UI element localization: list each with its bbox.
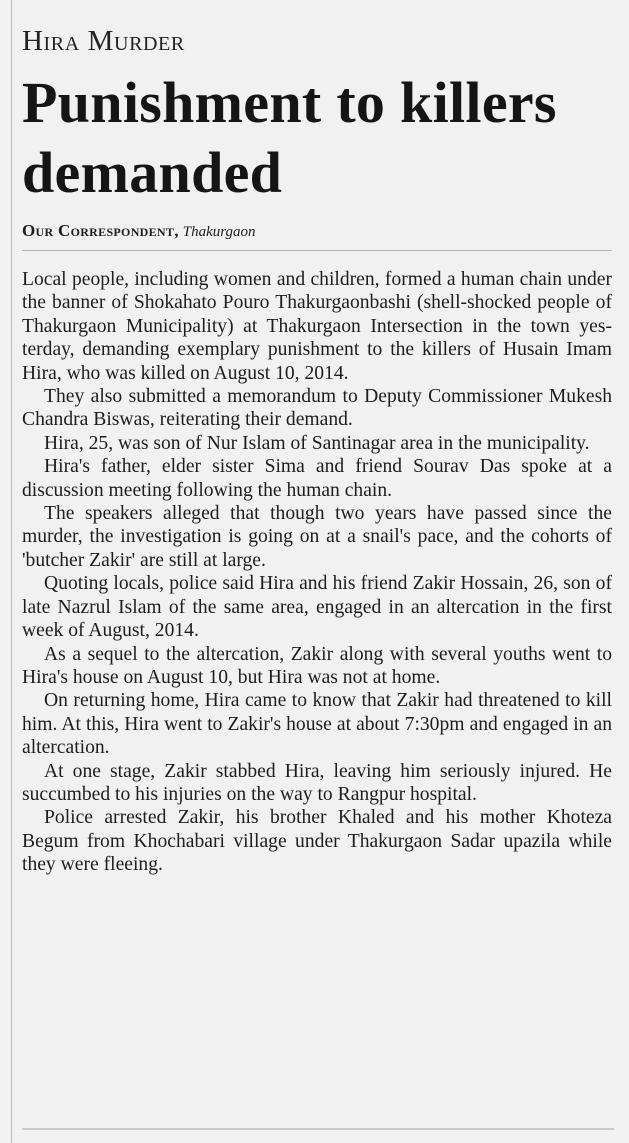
article-paragraph: Hira, 25, was son of Nur Islam of Santinagar area in the municipality.: [44, 432, 590, 454]
article-paragraph: Police arrested Zakir, his brother Khaled and his mother Khoteza Begum from Khochabari village under Thakurgaon Sadar upazila while they were fleeing.: [22, 807, 612, 876]
article-paragraph: They also submitted a memorandum to Deputy Commissioner Mukesh Chandra Biswas, reiterating their demand.: [22, 386, 612, 431]
article-byline: [22, 220, 612, 242]
article-paragraph: As a sequel to the altercation, Zakir along with several youths went to Hira's house on August 10, but Hira was not at home.: [22, 643, 612, 688]
article-headline: Punishment to killers demanded: [22, 70, 557, 205]
article-paragraph: At one stage, Zakir stabbed Hira, leaving him seriously injured. He succumbed to his injuries on the way to Rangpur hospital.: [22, 760, 612, 805]
column-rule-left: [11, 0, 12, 1143]
column-rule-bottom: [22, 1128, 614, 1130]
article-paragraph: On returning home, Hira came to know that Zakir had threatened to kill him. At this, Hira went to Zakir's house at about 7:30pm and engaged in an altercation.: [22, 690, 612, 759]
byline-divider: [22, 250, 612, 251]
article-paragraph: Hira's father, elder sister Sima and friend Sourav Das spoke at a discussion meeting following the human chain.: [22, 456, 612, 501]
article-kicker: Hira Murder: [22, 25, 185, 57]
news-article: [22, 24, 612, 877]
article-paragraph: Quoting locals, police said Hira and his friend Zakir Hossain, 26, son of late Nazrul Islam of the same area, engaged in an altercation in the first week of August, 2014.: [22, 573, 612, 642]
byline-place: Thakurgaon: [182, 224, 256, 240]
byline-author: Our Correspondent,: [22, 221, 179, 240]
article-paragraph: Local people, including women and children, formed a human chain under the banner of Shokahato Pouro Thakurgaonbashi (shell-shocked people of Thakurgaon Municipality) at Thakurgaon Intersection in the town yesterday, demanding exemplary punishment to the killers of Husain Imam Hira, who was killed on August 10, 2014.: [22, 269, 612, 384]
article-body: [22, 268, 612, 877]
article-paragraph: The speakers alleged that though two years have passed since the murder, the investigation is going on at a snail's pace, and the cohorts of 'butcher Zakir' are still at large.: [22, 503, 612, 571]
